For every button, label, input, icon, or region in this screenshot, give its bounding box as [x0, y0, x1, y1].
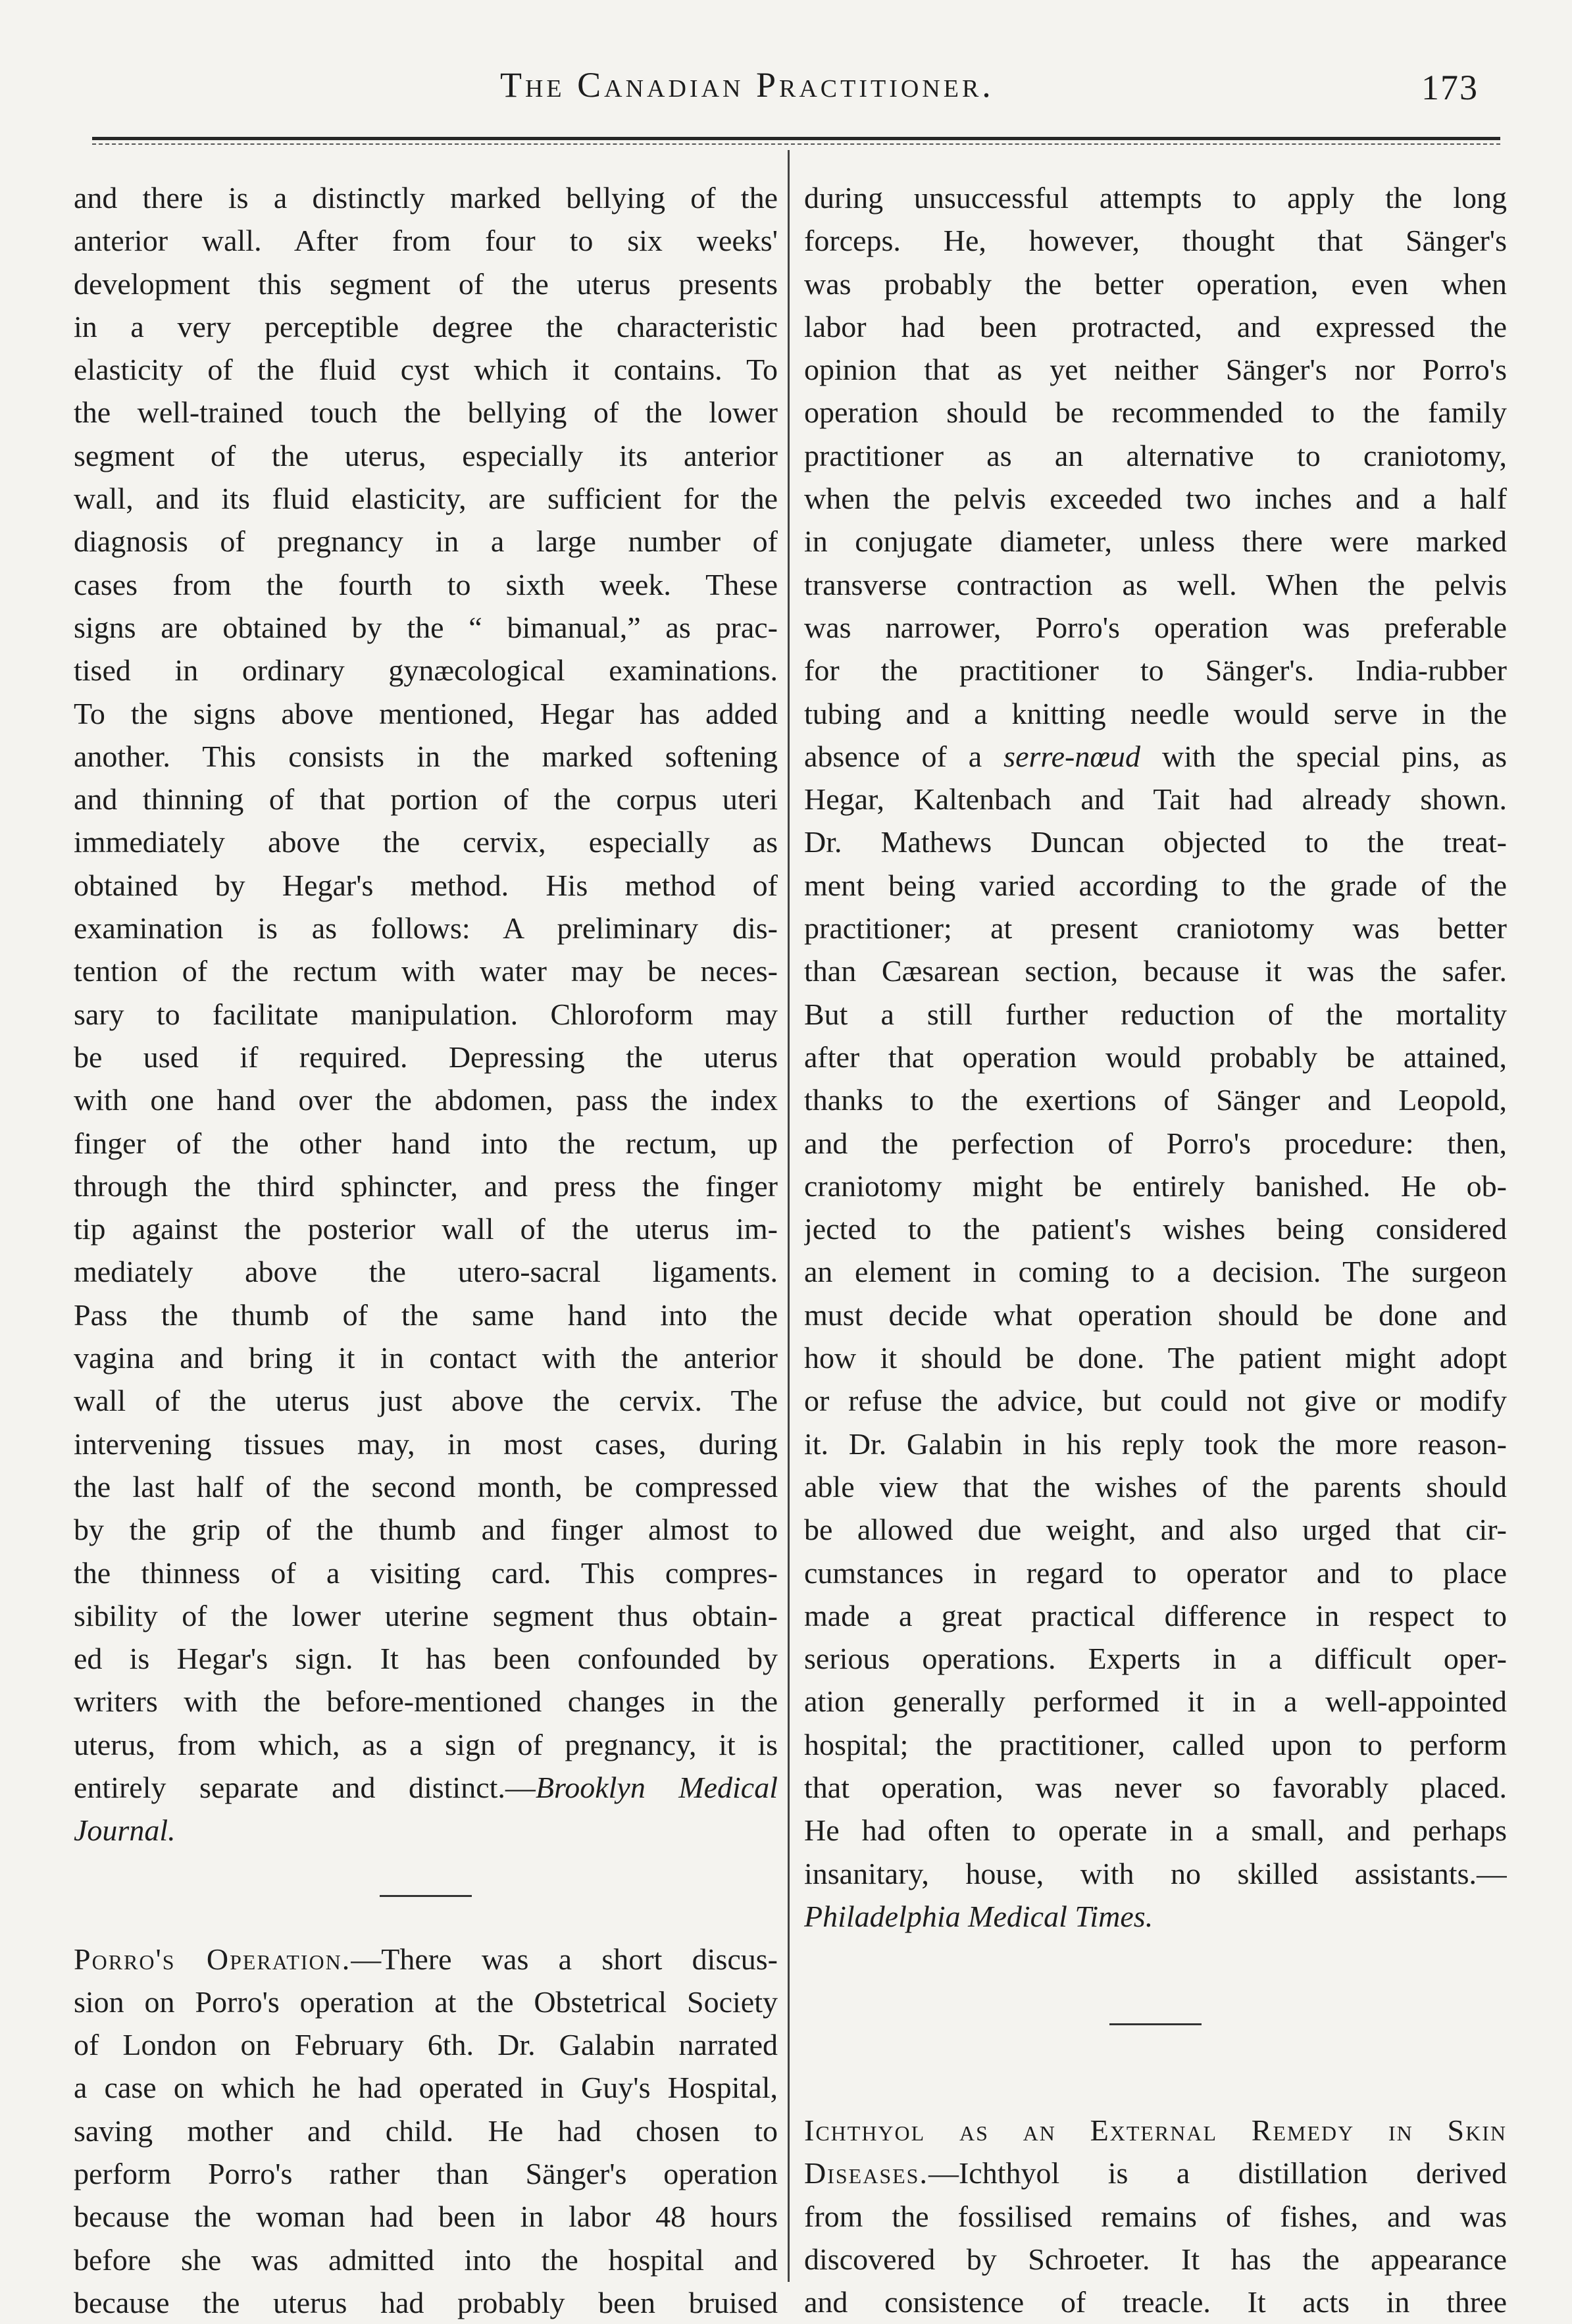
text-line: the last half of the second month, be compressed — [74, 1469, 778, 1503]
serre-line — [804, 735, 1507, 778]
text-line: vagina and bring it in contact with the anterior — [74, 1341, 778, 1375]
text-line: perform Porro's rather than Sänger's operation — [74, 2157, 778, 2191]
text-line: the well-trained touch the bellying of the lower — [74, 395, 778, 430]
text-line: was narrower, Porro's operation was preferable — [804, 610, 1507, 644]
text-line: for the practitioner to Sänger's. India-rubber — [804, 653, 1507, 688]
text-line: must decide what operation should be done and — [804, 1298, 1507, 1332]
article-separator — [804, 1981, 1507, 2066]
text-line: craniotomy might be entirely banished. He ob- — [804, 1169, 1507, 1203]
text-line: discovered by Schroeter. It has the appearance — [804, 2242, 1507, 2277]
text-line: made a great practical difference in respect to — [804, 1598, 1507, 1632]
text-line: opinion that as yet neither Sänger's nor Porro's — [804, 353, 1507, 387]
text-line: segment of the uterus, especially its anterior — [74, 438, 778, 472]
text-line: that operation, was never so favorably placed. — [804, 1770, 1507, 1804]
text-line: Pass the thumb of the same hand into the — [74, 1298, 778, 1332]
ichthyol-article — [804, 2109, 1507, 2323]
header-rule — [92, 137, 1500, 140]
article-source: Brooklyn Medical — [535, 1770, 778, 1804]
text-line: by the grip of the thumb and finger almost to — [74, 1513, 778, 1547]
serre-noeud-term: serre-nœud — [1003, 739, 1141, 773]
porro-source-line — [804, 1895, 1507, 1938]
text-line: practitioner; at present craniotomy was better — [804, 911, 1507, 946]
ichthyol-first-rest: —Ichthyol is a distillation derived — [928, 2156, 1507, 2190]
article-source-end: Journal. — [74, 1813, 176, 1848]
text-line: He had often to operate in a small, and perhaps — [804, 1813, 1507, 1848]
text-line: serious operations. Experts in a difficult oper- — [804, 1642, 1507, 1676]
porro-operation-article — [74, 1938, 778, 2324]
article-end-text: entirely separate and distinct.— — [74, 1770, 536, 1804]
porro-first-rest: —There was a short discus- — [351, 1942, 778, 1976]
text-line: was probably the better operation, even when — [804, 266, 1507, 301]
text-line: from the fossilised remains of fishes, and was — [804, 2199, 1507, 2233]
text-line: operation should be recommended to the family — [804, 395, 1507, 430]
text-line: and the perfection of Porro's procedure: then, — [804, 1126, 1507, 1160]
text-line: the thinness of a visiting card. This compres- — [74, 1555, 778, 1590]
text-line: anterior wall. After from four to six weeks' — [74, 224, 778, 258]
text-line: development this segment of the uterus presents — [74, 266, 778, 301]
spacer — [804, 1938, 1507, 1981]
porro-heading: Porro's Operation. — [74, 1942, 351, 1976]
text-line: writers with the before-mentioned changes in the — [74, 1684, 778, 1719]
text-line: in a very perceptible degree the characteristic — [74, 309, 778, 343]
text-line: practitioner as an alternative to craniotomy, — [804, 438, 1507, 472]
text-line: sion on Porro's operation at the Obstetrical Society — [74, 1984, 778, 2019]
text-line: an element in coming to a decision. The surgeon — [804, 1255, 1507, 1289]
text-line: be used if required. Depressing the uterus — [74, 1040, 778, 1074]
text-line: Dr. Mathews Duncan objected to the treat- — [804, 825, 1507, 859]
text-line: immediately above the cervix, especially as — [74, 825, 778, 859]
text-line: of London on February 6th. Dr. Galabin narrated — [74, 2028, 778, 2062]
text-line: tubing and a knitting needle would serve in the — [804, 696, 1507, 730]
journal-title: The Canadian Practitioner. — [500, 65, 994, 105]
text-line: Hegar, Kaltenbach and Tait had already shown. — [804, 782, 1507, 817]
text-line: forceps. He, however, thought that Sänger's — [804, 224, 1507, 258]
porro-source: Philadelphia Medical Times. — [804, 1899, 1154, 1933]
text-line: before she was admitted into the hospital and — [74, 2242, 778, 2277]
text-line: and consistence of treacle. It acts in three — [804, 2285, 1507, 2319]
text-line: elasticity of the fluid cyst which it contains. To — [74, 353, 778, 387]
hegar-sign-article — [74, 176, 778, 1852]
text-line: or refuse the advice, but could not give or modify — [804, 1384, 1507, 1418]
running-head — [0, 58, 1572, 124]
text-line: because the woman had been in labor 48 hours — [74, 2200, 778, 2234]
text-line: sary to facilitate manipulation. Chloroform may — [74, 997, 778, 1031]
text-line: ment being varied according to the grade of the — [804, 868, 1507, 902]
text-line: tention of the rectum with water may be neces- — [74, 954, 778, 988]
serre-after: with the special pins, as — [1140, 739, 1507, 773]
text-line: cumstances in regard to operator and to place — [804, 1555, 1507, 1590]
text-line: mediately above the utero-sacral ligaments. — [74, 1255, 778, 1289]
left-column — [74, 176, 778, 2324]
text-line: insanitary, house, with no skilled assistants.— — [804, 1856, 1507, 1890]
text-line: But a still further reduction of the mortality — [804, 997, 1507, 1031]
text-line: after that operation would probably be attained, — [804, 1040, 1507, 1074]
page-number: 173 — [1421, 68, 1479, 107]
text-line: signs are obtained by the “ bimanual,” as prac- — [74, 610, 778, 644]
text-line: diagnosis of pregnancy in a large number of — [74, 524, 778, 559]
text-line: through the third sphincter, and press the finger — [74, 1169, 778, 1203]
spacer — [804, 2066, 1507, 2109]
text-line: be allowed due weight, and also urged that cir- — [804, 1513, 1507, 1547]
article-separator — [74, 1852, 778, 1938]
text-line: saving mother and child. He had chosen to — [74, 2113, 778, 2148]
text-line: able view that the wishes of the parents should — [804, 1469, 1507, 1503]
column-divider — [788, 150, 790, 2282]
text-line: uterus, from which, as a sign of pregnancy, it is — [74, 1727, 778, 1761]
text-line: finger of the other hand into the rectum, up — [74, 1126, 778, 1160]
text-line: examination is as follows: A preliminary dis- — [74, 911, 778, 946]
text-line: ation generally performed it in a well-appointed — [804, 1684, 1507, 1719]
text-line: and there is a distinctly marked bellying of the — [74, 181, 778, 215]
text-line: jected to the patient's wishes being considered — [804, 1212, 1507, 1246]
text-line: a case on which he had operated in Guy's Hospital, — [74, 2071, 778, 2105]
text-line: and thinning of that portion of the corpus uteri — [74, 782, 778, 817]
text-line: labor had been protracted, and expressed the — [804, 309, 1507, 343]
text-line: how it should be done. The patient might adopt — [804, 1341, 1507, 1375]
text-line-source-end — [74, 1809, 778, 1852]
ichthyol-first-line — [804, 2152, 1507, 2194]
serre-before: absence of a — [804, 739, 1004, 773]
text-line: wall, and its fluid elasticity, are sufficient for the — [74, 482, 778, 516]
text-line: it. Dr. Galabin in his reply took the more reason- — [804, 1427, 1507, 1461]
text-line: another. This consists in the marked softening — [74, 739, 778, 773]
text-line: because the uterus had probably been bruised — [74, 2285, 778, 2319]
header-rule-dashed — [92, 143, 1500, 145]
text-line: than Cæsarean section, because it was the safer. — [804, 954, 1507, 988]
text-line: transverse contraction as well. When the pelvis — [804, 567, 1507, 601]
text-line: in conjugate diameter, unless there were marked — [804, 524, 1507, 559]
text-line: with one hand over the abdomen, pass the index — [74, 1083, 778, 1117]
text-line: obtained by Hegar's method. His method of — [74, 868, 778, 902]
ichthyol-heading: Ichthyol as an External Remedy in Skin — [804, 2113, 1507, 2148]
text-line: thanks to the exertions of Sänger and Leopold, — [804, 1083, 1507, 1117]
porro-operation-continued — [804, 176, 1507, 1938]
text-line: sibility of the lower uterine segment thus obtain- — [74, 1598, 778, 1632]
text-line: ed is Hegar's sign. It has been confounded by — [74, 1642, 778, 1676]
text-line: wall of the uterus just above the cervix. The — [74, 1384, 778, 1418]
right-column — [804, 176, 1507, 2324]
text-line: intervening tissues may, in most cases, during — [74, 1427, 778, 1461]
text-line: hospital; the practitioner, called upon to perform — [804, 1727, 1507, 1761]
ichthyol-heading-end: Diseases. — [804, 2156, 928, 2190]
text-line: during unsuccessful attempts to apply the long — [804, 181, 1507, 215]
text-line-source — [74, 1766, 778, 1809]
text-line: when the pelvis exceeded two inches and a half — [804, 482, 1507, 516]
text-line: To the signs above mentioned, Hegar has added — [74, 696, 778, 730]
text-line: tip against the posterior wall of the uterus im- — [74, 1212, 778, 1246]
text-line: tised in ordinary gynæcological examinations. — [74, 653, 778, 688]
text-line: cases from the fourth to sixth week. These — [74, 567, 778, 601]
porro-first-line — [74, 1938, 778, 1981]
